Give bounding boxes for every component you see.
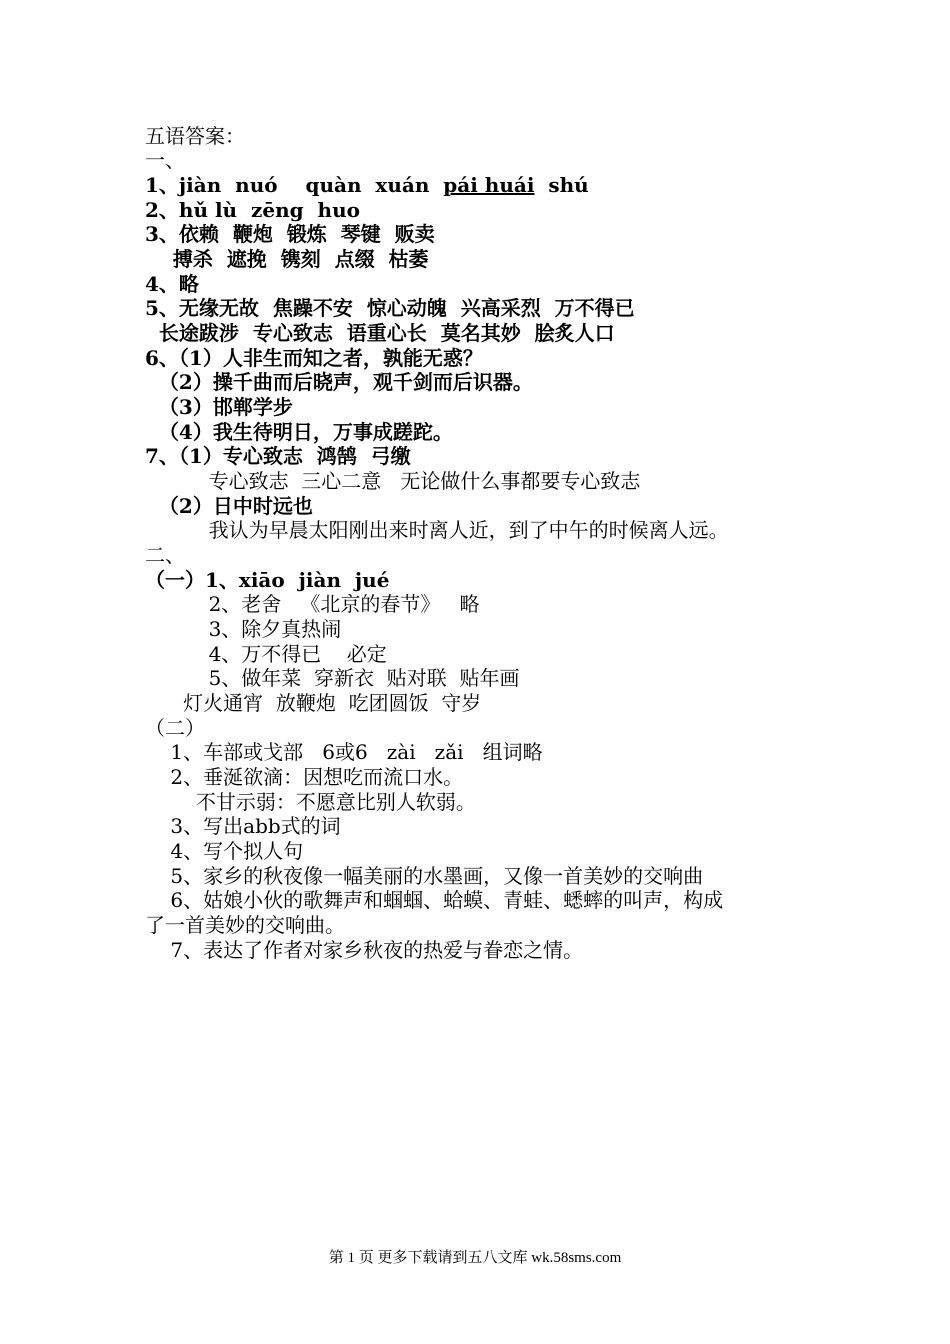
answer-1 (145, 173, 589, 198)
part-1-line-5: 5、做年菜 穿新衣 贴对联 贴年画 (145, 666, 520, 690)
answer-3-line-1: 3、依赖 鞭炮 锻炼 琴键 贩卖 (145, 222, 435, 246)
answer-6-line-1: 6、（1）人非生而知之者，孰能无惑？ (145, 346, 483, 370)
section-2-heading: 二、 (145, 543, 185, 567)
answer-1-pinyin-a: jiàn nuó quàn xuán (178, 173, 444, 197)
part-2-line-9: 7、表达了作者对家乡秋夜的热爱与眷恋之情。 (145, 938, 584, 962)
answer-1-number: 1、 (145, 173, 179, 197)
answer-6-line-2: （2）操千曲而后晓声，观千剑而后识器。 (145, 370, 533, 394)
answer-6-line-3: （3）邯郸学步 (145, 395, 293, 419)
part-2-line-3: 不甘示弱：不愿意比别人软弱。 (145, 790, 476, 814)
part-1-line-1: （一）1、xiāo jiàn jué (145, 568, 390, 592)
part-2-line-5: 4、写个拟人句 (145, 839, 304, 863)
answer-6-line-4: （4）我生待明日，万事成蹉跎。 (145, 420, 453, 444)
answer-7-line-1: 7、（1）专心致志 鸿鹄 弓缴 (145, 444, 411, 468)
answer-5-line-2: 长途跋涉 专心致志 语重心长 莫名其妙 脍炙人口 (145, 321, 615, 345)
answer-1-pinyin-underlined: pái huái (443, 173, 535, 197)
part-2-heading: （二） (145, 716, 205, 740)
doc-title: 五语答案： (145, 124, 245, 148)
page-footer: 第 1 页 更多下载请到五八文库 wk.58sms.com (328, 1250, 622, 1266)
answer-5-line-1: 5、无缘无故 焦躁不安 惊心动魄 兴高采烈 万不得已 (145, 296, 635, 320)
part-1-line-6: 灯火通宵 放鞭炮 吃团圆饭 守岁 (145, 691, 482, 715)
answer-7-line-2: 专心致志 三心二意 无论做什么事都要专心致志 (145, 469, 641, 493)
answer-4: 4、略 (145, 272, 199, 296)
answer-7-line-4: 我认为早晨太阳刚出来时离人近，到了中午的时候离人远。 (145, 518, 729, 542)
part-1-line-2: 2、老舍 《北京的春节》 略 (145, 592, 480, 616)
part-1-line-4: 4、万不得已 必定 (145, 642, 387, 666)
part-2-line-7: 6、姑娘小伙的歌舞声和蝈蝈、蛤蟆、青蛙、蟋蟀的叫声，构成 (145, 888, 724, 912)
part-2-line-1: 1、车部或戈部 6或6 zài zǎi 组词略 (145, 740, 543, 764)
answer-2: 2、hǔ lù zēng huo (145, 198, 360, 222)
part-1-line-3: 3、除夕真热闹 (145, 617, 342, 641)
part-2-line-2: 2、垂涎欲滴：因想吃而流口水。 (145, 765, 464, 789)
answer-3-line-2: 搏杀 遮挽 镌刻 点缀 枯萎 (145, 247, 429, 271)
answer-7-line-3: （2）日中时远也 (145, 494, 313, 518)
part-2-line-8: 了一首美妙的交响曲。 (145, 913, 345, 937)
section-1-heading: 一、 (145, 148, 185, 172)
part-2-line-4: 3、写出abb式的词 (145, 814, 341, 838)
answer-1-pinyin-b: shú (534, 173, 589, 197)
part-2-line-6: 5、家乡的秋夜像一幅美丽的水墨画，又像一首美妙的交响曲 (145, 864, 704, 888)
